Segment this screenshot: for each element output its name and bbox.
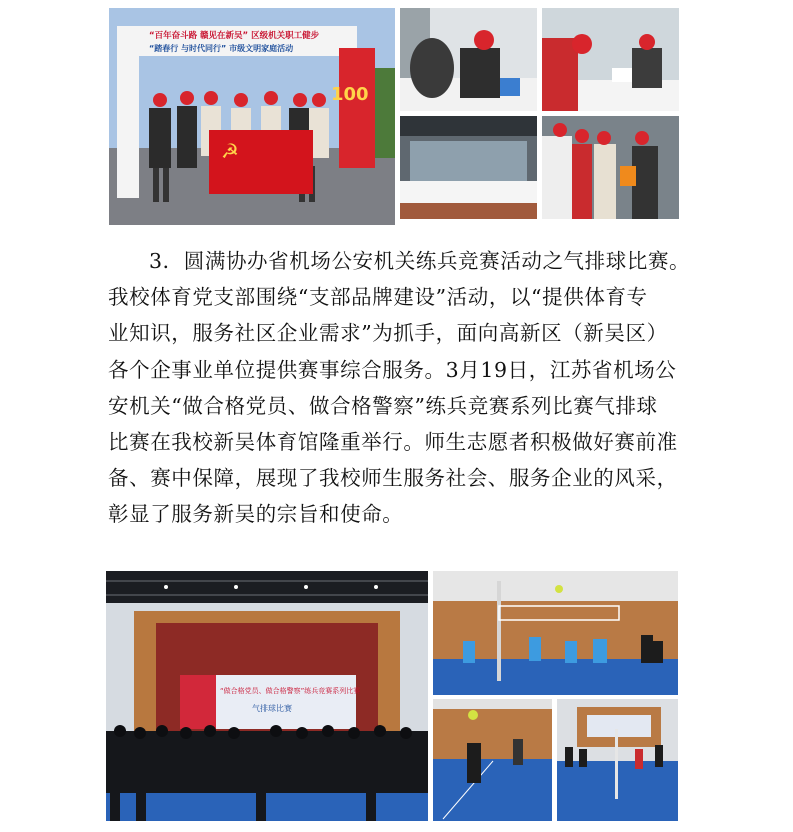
photo-opening-ceremony — [106, 571, 428, 821]
arch-banner-line2: “踏春行 与时代同行” 市级文明家庭活动 — [149, 44, 294, 53]
arch-anniversary-text: 100 — [331, 84, 369, 105]
photo-registration-hall — [400, 116, 537, 219]
stage-screen-line2: 气排球比赛 — [252, 704, 292, 713]
paragraph-line-1: 3．圆满协办省机场公安机关练兵竞赛活动之气排球比赛。 — [149, 249, 691, 273]
paragraph-line-6: 比赛在我校新吴体育馆隆重举行。师生志愿者积极做好赛前准 — [108, 430, 678, 455]
paragraph-line-2: 我校体育党支部围绕“支部品牌建设”活动，以“提供体育专 — [108, 285, 648, 310]
article-paragraph — [108, 243, 694, 533]
paragraph-line-8: 彰显了服务新吴的宗旨和使命。 — [108, 502, 404, 527]
paragraph-line-4: 各个企事业单位提供赛事综合服务。3月19日，江苏省机场公 — [108, 357, 677, 382]
photo-volunteer-table-2 — [542, 8, 679, 111]
stage-screen-line1: “做合格党员、做合格警察”练兵竞赛系列比赛 — [220, 687, 361, 695]
photo-volleyball-venue — [557, 699, 678, 821]
paragraph-line-5: 安机关“做合格党员、做合格警察”练兵竞赛系列比赛气排球 — [108, 393, 658, 418]
svg-text:☭: ☭ — [221, 139, 239, 163]
photo-volleyball-match-2 — [433, 699, 552, 821]
paragraph-line-3: 业知识，服务社区企业需求”为抓手，面向高新区（新吴区） — [108, 321, 668, 346]
photo-volunteer-table-1 — [400, 8, 537, 111]
photo-volleyball-match-1 — [433, 571, 678, 695]
paragraph-line-7: 备、赛中保障，展现了我校师生服务社会、服务企业的风采， — [108, 466, 678, 491]
photo-volunteer-queue — [542, 116, 679, 219]
photo-volunteers-arch — [109, 8, 395, 225]
arch-banner-line1: “百年奋斗路 赣见在新吴” 区级机关职工健步 — [149, 31, 320, 41]
